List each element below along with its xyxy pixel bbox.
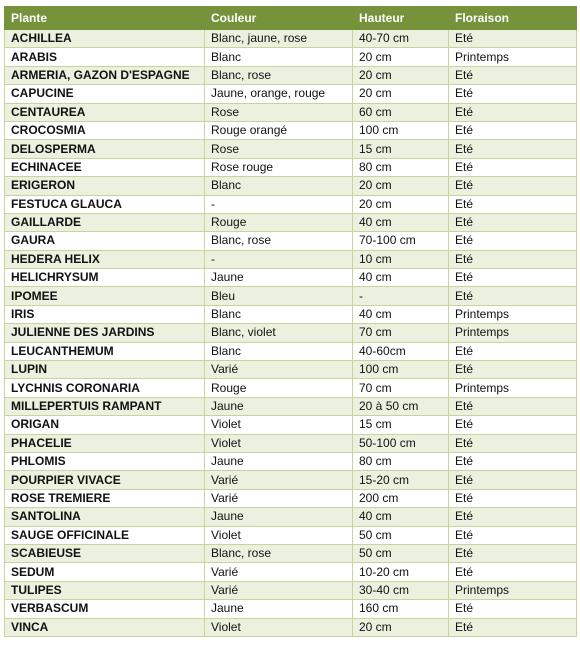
cell-couleur: Jaune	[205, 452, 353, 470]
cell-floraison: Printemps	[449, 305, 577, 323]
cell-couleur: Violet	[205, 416, 353, 434]
table-row	[5, 305, 577, 323]
table-row	[5, 48, 577, 66]
cell-floraison: Eté	[449, 30, 577, 48]
cell-plante: ARABIS	[5, 48, 205, 66]
cell-hauteur: 20 cm	[353, 48, 449, 66]
cell-plante: ACHILLEA	[5, 30, 205, 48]
cell-plante: SCABIEUSE	[5, 544, 205, 562]
cell-hauteur: 15 cm	[353, 140, 449, 158]
cell-couleur: Jaune	[205, 600, 353, 618]
cell-floraison: Eté	[449, 342, 577, 360]
cell-plante: ORIGAN	[5, 416, 205, 434]
cell-floraison: Eté	[449, 269, 577, 287]
table-row	[5, 581, 577, 599]
cell-floraison: Eté	[449, 618, 577, 636]
cell-couleur: Jaune, orange, rouge	[205, 85, 353, 103]
cell-hauteur: 15 cm	[353, 416, 449, 434]
cell-hauteur: 70-100 cm	[353, 232, 449, 250]
cell-plante: SANTOLINA	[5, 508, 205, 526]
table-row	[5, 30, 577, 48]
table-row	[5, 563, 577, 581]
cell-couleur: Varié	[205, 471, 353, 489]
cell-couleur: Rouge	[205, 379, 353, 397]
cell-plante: JULIENNE DES JARDINS	[5, 324, 205, 342]
cell-plante: MILLEPERTUIS RAMPANT	[5, 397, 205, 415]
table-row	[5, 269, 577, 287]
cell-plante: LUPIN	[5, 361, 205, 379]
cell-floraison: Eté	[449, 287, 577, 305]
header-row	[5, 7, 577, 30]
table-row	[5, 140, 577, 158]
cell-couleur: Blanc, violet	[205, 324, 353, 342]
table-row	[5, 250, 577, 268]
cell-hauteur: 80 cm	[353, 452, 449, 470]
cell-plante: HELICHRYSUM	[5, 269, 205, 287]
cell-couleur: Rose	[205, 103, 353, 121]
cell-floraison: Eté	[449, 471, 577, 489]
cell-couleur: Rouge orangé	[205, 121, 353, 139]
cell-couleur: Blanc, rose	[205, 232, 353, 250]
cell-hauteur: 20 cm	[353, 618, 449, 636]
cell-plante: ECHINACEE	[5, 158, 205, 176]
table-row	[5, 287, 577, 305]
table-row	[5, 600, 577, 618]
cell-couleur: Jaune	[205, 269, 353, 287]
cell-couleur: Blanc	[205, 342, 353, 360]
header-couleur: Couleur	[205, 7, 353, 30]
cell-floraison: Eté	[449, 361, 577, 379]
cell-floraison: Eté	[449, 489, 577, 507]
cell-floraison: Eté	[449, 416, 577, 434]
cell-couleur: Rose rouge	[205, 158, 353, 176]
cell-floraison: Eté	[449, 195, 577, 213]
table-row	[5, 452, 577, 470]
table-row	[5, 66, 577, 84]
cell-couleur: Blanc, jaune, rose	[205, 30, 353, 48]
cell-floraison: Eté	[449, 85, 577, 103]
table-row	[5, 121, 577, 139]
cell-plante: LEUCANTHEMUM	[5, 342, 205, 360]
cell-plante: DELOSPERMA	[5, 140, 205, 158]
table-row	[5, 342, 577, 360]
cell-floraison: Eté	[449, 177, 577, 195]
cell-hauteur: 20 cm	[353, 177, 449, 195]
cell-plante: POURPIER VIVACE	[5, 471, 205, 489]
cell-floraison: Printemps	[449, 379, 577, 397]
table-row	[5, 177, 577, 195]
cell-floraison: Eté	[449, 434, 577, 452]
table-row	[5, 526, 577, 544]
cell-hauteur: 60 cm	[353, 103, 449, 121]
cell-plante: VINCA	[5, 618, 205, 636]
cell-hauteur: 50 cm	[353, 526, 449, 544]
cell-plante: CROCOSMIA	[5, 121, 205, 139]
cell-couleur: Blanc	[205, 177, 353, 195]
table-row	[5, 618, 577, 636]
cell-plante: ERIGERON	[5, 177, 205, 195]
cell-hauteur: 20 cm	[353, 195, 449, 213]
table-row	[5, 158, 577, 176]
cell-couleur: Rouge	[205, 213, 353, 231]
cell-plante: GAURA	[5, 232, 205, 250]
cell-hauteur: 15-20 cm	[353, 471, 449, 489]
table-row	[5, 489, 577, 507]
table-row	[5, 471, 577, 489]
table-row	[5, 103, 577, 121]
cell-couleur: Bleu	[205, 287, 353, 305]
cell-hauteur: 20 cm	[353, 85, 449, 103]
cell-floraison: Printemps	[449, 48, 577, 66]
cell-floraison: Eté	[449, 213, 577, 231]
cell-hauteur: 40 cm	[353, 269, 449, 287]
table-row	[5, 232, 577, 250]
cell-floraison: Eté	[449, 66, 577, 84]
table-row	[5, 434, 577, 452]
cell-couleur: Varié	[205, 563, 353, 581]
cell-couleur: -	[205, 250, 353, 268]
cell-hauteur: 20 à 50 cm	[353, 397, 449, 415]
cell-floraison: Eté	[449, 600, 577, 618]
plant-table	[4, 6, 577, 637]
table-row	[5, 379, 577, 397]
cell-plante: TULIPES	[5, 581, 205, 599]
cell-hauteur: 40 cm	[353, 213, 449, 231]
cell-plante: VERBASCUM	[5, 600, 205, 618]
table-row	[5, 361, 577, 379]
cell-plante: ARMERIA, GAZON D'ESPAGNE	[5, 66, 205, 84]
cell-plante: CAPUCINE	[5, 85, 205, 103]
cell-floraison: Eté	[449, 563, 577, 581]
cell-hauteur: 200 cm	[353, 489, 449, 507]
cell-hauteur: 40-60cm	[353, 342, 449, 360]
cell-plante: GAILLARDE	[5, 213, 205, 231]
cell-hauteur: -	[353, 287, 449, 305]
cell-couleur: Varié	[205, 581, 353, 599]
cell-plante: ROSE TREMIERE	[5, 489, 205, 507]
table-body	[5, 30, 577, 637]
cell-hauteur: 80 cm	[353, 158, 449, 176]
table-row	[5, 397, 577, 415]
cell-hauteur: 10-20 cm	[353, 563, 449, 581]
cell-couleur: Violet	[205, 526, 353, 544]
cell-floraison: Eté	[449, 121, 577, 139]
cell-couleur: Jaune	[205, 397, 353, 415]
cell-hauteur: 10 cm	[353, 250, 449, 268]
cell-floraison: Eté	[449, 508, 577, 526]
cell-hauteur: 40 cm	[353, 305, 449, 323]
cell-couleur: Blanc	[205, 48, 353, 66]
header-hauteur: Hauteur	[353, 7, 449, 30]
cell-floraison: Printemps	[449, 324, 577, 342]
cell-couleur: Jaune	[205, 508, 353, 526]
cell-plante: SEDUM	[5, 563, 205, 581]
cell-couleur: Blanc, rose	[205, 66, 353, 84]
header-floraison: Floraison	[449, 7, 577, 30]
cell-hauteur: 40-70 cm	[353, 30, 449, 48]
cell-plante: SAUGE OFFICINALE	[5, 526, 205, 544]
table-row	[5, 324, 577, 342]
cell-plante: IRIS	[5, 305, 205, 323]
cell-plante: FESTUCA GLAUCA	[5, 195, 205, 213]
cell-plante: LYCHNIS CORONARIA	[5, 379, 205, 397]
cell-floraison: Eté	[449, 397, 577, 415]
cell-couleur: Rose	[205, 140, 353, 158]
cell-floraison: Eté	[449, 526, 577, 544]
cell-plante: PHACELIE	[5, 434, 205, 452]
header-plante: Plante	[5, 7, 205, 30]
cell-hauteur: 70 cm	[353, 324, 449, 342]
cell-floraison: Printemps	[449, 581, 577, 599]
cell-hauteur: 30-40 cm	[353, 581, 449, 599]
table-row	[5, 85, 577, 103]
cell-hauteur: 50 cm	[353, 544, 449, 562]
table-row	[5, 416, 577, 434]
cell-hauteur: 20 cm	[353, 66, 449, 84]
cell-floraison: Eté	[449, 452, 577, 470]
cell-hauteur: 50-100 cm	[353, 434, 449, 452]
table-row	[5, 544, 577, 562]
table-row	[5, 213, 577, 231]
cell-couleur: Blanc	[205, 305, 353, 323]
cell-hauteur: 70 cm	[353, 379, 449, 397]
table-row	[5, 508, 577, 526]
cell-hauteur: 100 cm	[353, 121, 449, 139]
cell-floraison: Eté	[449, 103, 577, 121]
cell-floraison: Eté	[449, 232, 577, 250]
cell-couleur: Varié	[205, 361, 353, 379]
cell-couleur: Violet	[205, 618, 353, 636]
cell-hauteur: 160 cm	[353, 600, 449, 618]
cell-floraison: Eté	[449, 140, 577, 158]
cell-plante: IPOMEE	[5, 287, 205, 305]
cell-floraison: Eté	[449, 250, 577, 268]
cell-plante: HEDERA HELIX	[5, 250, 205, 268]
cell-couleur: Varié	[205, 489, 353, 507]
cell-floraison: Eté	[449, 158, 577, 176]
cell-couleur: Violet	[205, 434, 353, 452]
cell-couleur: -	[205, 195, 353, 213]
table-row	[5, 195, 577, 213]
cell-floraison: Eté	[449, 544, 577, 562]
cell-plante: PHLOMIS	[5, 452, 205, 470]
cell-plante: CENTAUREA	[5, 103, 205, 121]
cell-couleur: Blanc, rose	[205, 544, 353, 562]
table-header	[5, 7, 577, 30]
cell-hauteur: 100 cm	[353, 361, 449, 379]
cell-hauteur: 40 cm	[353, 508, 449, 526]
